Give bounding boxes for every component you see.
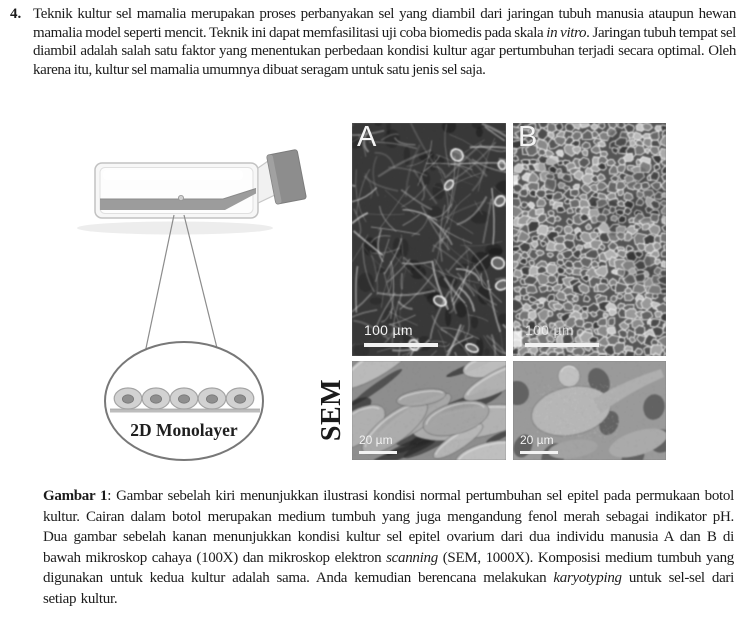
sem-axis-label: SEM bbox=[316, 378, 347, 442]
question-text: Teknik kultur sel mamalia merupakan proses perbanyakan sel yang diambil dari jaringan tubuh manusia ataupun hewan mamalia model seperti mencit. Teknik ini dapat memfasilitasi uji coba biomedis pada skala in vitro. Jaringan tubuh tempat sel diambil adalah salah satu faktor yang menentukan perbedaan kondisi kultur agar pertumbuhan terjadi secara optimal. Oleh karena itu, kultur sel mamalia umumnya dibuat seragam untuk satu jenis sel saja. bbox=[33, 6, 737, 78]
scalebar-line bbox=[520, 451, 558, 454]
micrograph-grid bbox=[352, 123, 666, 460]
sem-panel-a bbox=[352, 361, 506, 460]
sem-panel-b bbox=[513, 361, 666, 460]
question-number: 4. bbox=[10, 6, 22, 22]
micrograph-panel-a bbox=[352, 123, 506, 356]
micrograph-panel-b bbox=[513, 123, 666, 356]
scalebar-line bbox=[525, 343, 599, 348]
monolayer-label: 2D Monolayer bbox=[130, 420, 238, 440]
monolayer-cells bbox=[114, 388, 254, 409]
scalebar-line bbox=[364, 343, 438, 348]
scalebar-line bbox=[359, 451, 397, 454]
panel-letter-b: B bbox=[518, 123, 538, 153]
scalebar-sem-b: 20 µm bbox=[520, 431, 558, 454]
panel-letter-a: A bbox=[357, 123, 377, 153]
scalebar-b: 100 µm bbox=[525, 322, 599, 348]
scalebar-sem-a: 20 µm bbox=[359, 431, 397, 454]
zoom-connector-lines bbox=[145, 215, 217, 353]
figure-caption: Gambar 1: Gambar sebelah kiri menunjukkan ilustrasi kondisi normal pertumbuhan sel epitel pada permukaan botol kultur. Cairan dalam botol merupakan medium tumbuh yang juga mengandung fenol merah sebagai indikator pH. Dua gambar sebelah kanan menunjukkan kondisi kultur sel epitel ovarium dari dua individu manusia A dan B di bawah mikroskop cahaya (100X) dan mikroskop elektron scanning (SEM, 1000X). Komposisi medium tumbuh yang digunakan untuk kedua kultur adalah sama. Anda kemudian berencana melakukan karyotyping untuk sel-sel dari setiap kultur. bbox=[43, 488, 734, 607]
scalebar-a: 100 µm bbox=[364, 322, 438, 348]
flask-body bbox=[95, 163, 258, 218]
culture-flask-illustration bbox=[60, 130, 330, 470]
medium-nub bbox=[178, 195, 183, 200]
flask-shadow bbox=[77, 222, 273, 235]
question-block bbox=[10, 5, 736, 79]
